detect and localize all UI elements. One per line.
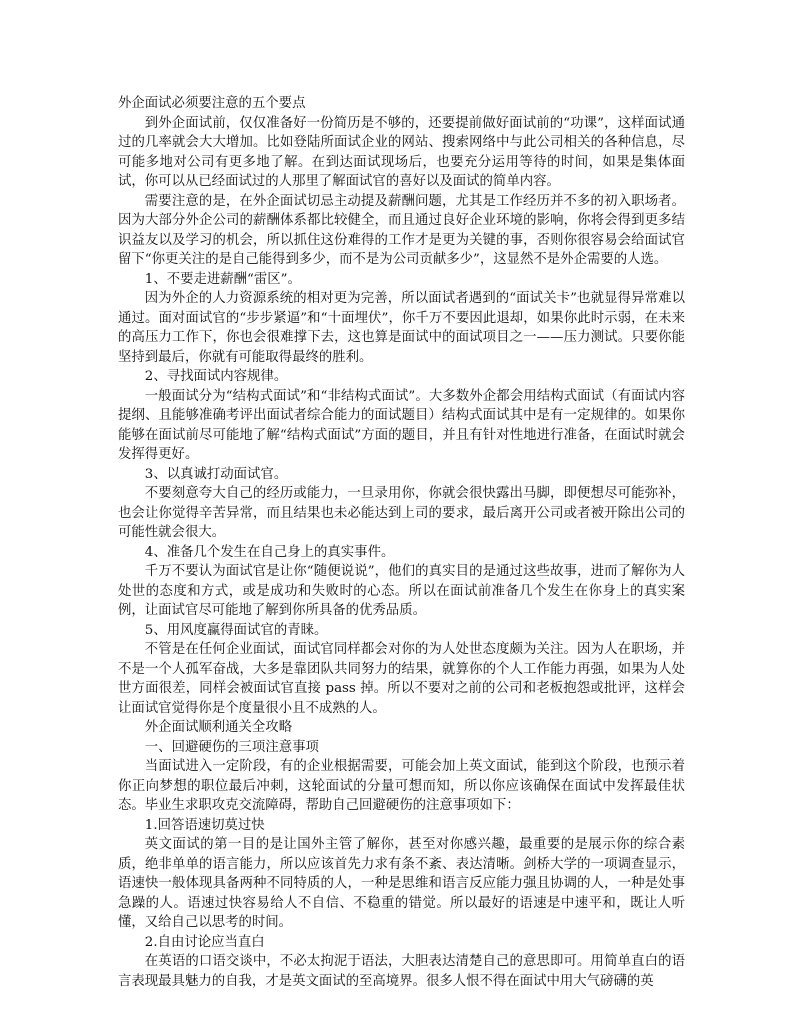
section-heading: 4、准备几个发生在自己身上的真实事件。 <box>144 544 395 560</box>
paragraph: 到外企面试前，仅仅准备好一份简历是不够的，还要提前做好面试前的“功课”，这样面试通过的几率就会大大增加。比如登陆所面试企业的网站、搜索网络中与此公司相关的各种信息，尽可能多地对公司有更多地了解。在到达面试现场后，也要充分运用等待的时间，如果是集体面试，你可以从已经面试过的人那里了解面试官的喜好以及面试的简单内容。 <box>118 115 685 189</box>
document-body <box>118 94 685 991</box>
paragraph: 因为外企的人力资源系统的相对更为完善，所以面试者遇到的“面试关卡”也就显得异常难以通过。面对面试官的“步步紧逼”和“十面埋伏”，你千万不要因此退却，如果你此时示弱，在未来的高压力工作下，你也会很难撑下去，这也算是面试中的面试项目之一——压力测试。只要你能坚持到最后，你就有可能取得最终的胜利。 <box>118 291 685 365</box>
paragraph: 千万不要认为面试官是让你“随便说说”，他们的真实目的是通过这些故事，进而了解你为人处世的态度和方式，或是成功和失败时的心态。所以在面试前准备几个发生在你身上的真实案例，让面试官尽可能地了解到你所具备的优秀品质。 <box>118 564 685 618</box>
section-heading: 2.自由讨论应当直白 <box>144 934 265 950</box>
paragraph: 在英语的口语交谈中，不必太拘泥于语法，大胆表达清楚自己的意思即可。用简单直白的语言表现最具魅力的自我，才是英文面试的至高境界。很多人恨不得在面试中用大气磅礴的英 <box>118 954 685 989</box>
paragraph: 需要注意的是，在外企面试切忌主动提及薪酬问题，尤其是工作经历并不多的初入职场者。因为大部分外企公司的薪酬体系都比较健全，而且通过良好企业环境的影响，你将会得到更多结识益友以及学习的机会，所以抓住这份难得的工作才是更为关键的事，否则你很容易会给面试官留下“你更关注的是自己能得到多少，而不是为公司贡献多少”，这显然不是外企需要的人选。 <box>118 193 685 267</box>
paragraph: 一般面试分为“结构式面试”和“非结构式面试”。大多数外企都会用结构式面试（有面试内容提纲、且能够准确考评出面试者综合能力的面试题目）结构式面试其中是有一定规律的。如果你能够在面试前尽可能地了解“结构式面试”方面的题目，并且有针对性地进行准备，在面试时就会发挥得更好。 <box>118 388 685 462</box>
section-heading: 外企面试顺利通关全攻略 <box>144 720 293 735</box>
section-heading: 5、用风度赢得面试官的青睐。 <box>144 622 328 638</box>
section-heading: 一、回避硬伤的三项注意事项 <box>144 739 319 755</box>
section-heading: 3、以真诚打动面试官。 <box>144 466 288 482</box>
section-heading: 1.回答语速切莫过快 <box>144 817 265 833</box>
paragraph: 当面试进入一定阶段，有的企业根据需要，可能会加上英文面试，能到这个阶段，也预示着你正向梦想的职位最后冲刺，这轮面试的分量可想而知，所以你应该确保在面试中发挥最佳状态。毕业生求职攻克交流障碍，帮助自己回避硬伤的注意事项如下： <box>118 759 685 813</box>
section-heading: 2、寻找面试内容规律。 <box>144 369 288 384</box>
paragraph: 不要刻意夸大自己的经历或能力，一旦录用你，你就会很快露出马脚，即便想尽可能弥补，也会让你觉得辛苦异常，而且结果也未必能达到上司的要求，最后离开公司或者被开除出公司的可能性就会很大。 <box>118 486 685 540</box>
paragraph: 不管是在任何企业面试，面试官同样都会对你的为人处世态度颇为关注。因为人在职场，并不是一个人孤军奋战，大多是靠团队共同努力的结果，就算你的个人工作能力再强，如果为人处世方面很差，同样会被面试官直接 pass 掉。所以不要对之前的公司和老板抱怨或批评，这样会让面试官觉得你是个度量很小且不成熟的人。 <box>118 642 685 716</box>
paragraph: 英文面试的第一目的是让国外主管了解你，甚至对你感兴趣，最重要的是展示你的综合素质，绝非单单的语言能力，所以应该首先力求有条不紊、表达清晰。剑桥大学的一项调查显示，语速快一般体现具备两种不同特质的人，一种是思维和语言反应能力强且协调的人，一种是处事急躁的人。语速过快容易给人不自信、不稳重的错觉。所以最好的语速是中速平和，既让人听懂，又给自己以思考的时间。 <box>118 837 685 930</box>
document-title: 外企面试必须要注意的五个要点 <box>118 96 306 111</box>
section-heading: 1、不要走进薪酬“雷区”。 <box>144 271 301 287</box>
